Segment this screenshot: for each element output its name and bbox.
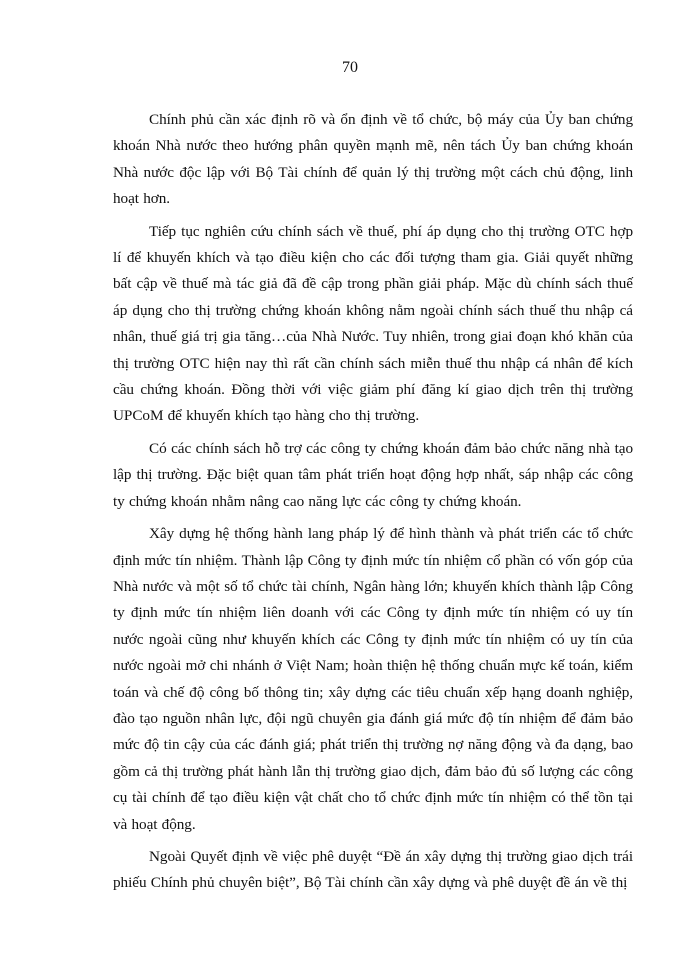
page-number: 70 [342,59,358,76]
paragraph-5: Ngoài Quyết định về việc phê duyệt “Đề án xây dựng thị trường giao dịch trái phiếu Chính phủ chuyên biệt”, Bộ Tài chính cần xây dựng và phê duyệt đề án về thị [113,847,633,892]
paragraph-2: Tiếp tục nghiên cứu chính sách về thuế, phí áp dụng cho thị trường OTC hợp lí để khuyến khích và tạo điều kiện cho các đối tượng tham gia. Giải quyết những bất cập về thuế mà tác giả đã đề cập trong phần giải pháp. Mặc dù chính sách thuế áp dụng cho thị trường chứng khoán không nằm ngoài chính sách thuế thu nhập cá nhân, thuế giá trị gia tăng…của Nhà Nước. Tuy nhiên, trong giai đoạn khó khăn của thị trường OTC hiện nay thì rất cần chính sách miễn thuế thu nhập cá nhân để kích cầu chứng khoán. Đồng thời với việc giảm phí đăng kí giao dịch trên thị trường UPCoM để khuyến khích tạo hàng cho thị trường. [113,222,633,425]
paragraph-1: Chính phủ cần xác định rõ và ổn định về tổ chức, bộ máy của Ủy ban chứng khoán Nhà nước theo hướng phân quyền mạnh mẽ, nên tách Ủy ban chứng khoán Nhà nước độc lập với Bộ Tài chính để quản lý thị trường một cách chủ động, linh hoạt hơn. [113,111,633,208]
body-text [113,107,633,903]
paragraph-4: Xây dựng hệ thống hành lang pháp lý để hình thành và phát triển các tổ chức định mức tín nhiệm. Thành lập Công ty định mức tín nhiệm cổ phần có vốn góp của Nhà nước và một số tổ chức tài chính, Ngân hàng lớn; khuyến khích thành lập Công ty định mức tín nhiệm liên doanh với các Công ty định mức tín nhiệm có uy tín nước ngoài cũng như khuyến khích các Công ty định mức tín nhiệm có uy tín của nước ngoài mở chi nhánh ở Việt Nam; hoàn thiện hệ thống chuẩn mực kế toán, kiểm toán và chế độ công bố thông tin; xây dựng các tiêu chuẩn xếp hạng doanh nghiệp, đào tạo nguồn nhân lực, đội ngũ chuyên gia đánh giá mức độ tín nhiệm để đảm bảo mức độ tin cậy của các đánh giá; phát triển thị trường nợ năng động và đa dạng, bao gồm cả thị trường phát hành lẫn thị trường giao dịch, đảm bảo đủ số lượng các công cụ tài chính để tạo điều kiện vật chất cho tổ chức định mức tín nhiệm có thể tồn tại và hoạt động. [113,525,633,833]
paragraph-3: Có các chính sách hỗ trợ các công ty chứng khoán đảm bảo chức năng nhà tạo lập thị trường. Đặc biệt quan tâm phát triển hoạt động hợp nhất, sáp nhập các công ty chứng khoán nhằm nâng cao năng lực các công ty chứng khoán. [113,439,633,510]
